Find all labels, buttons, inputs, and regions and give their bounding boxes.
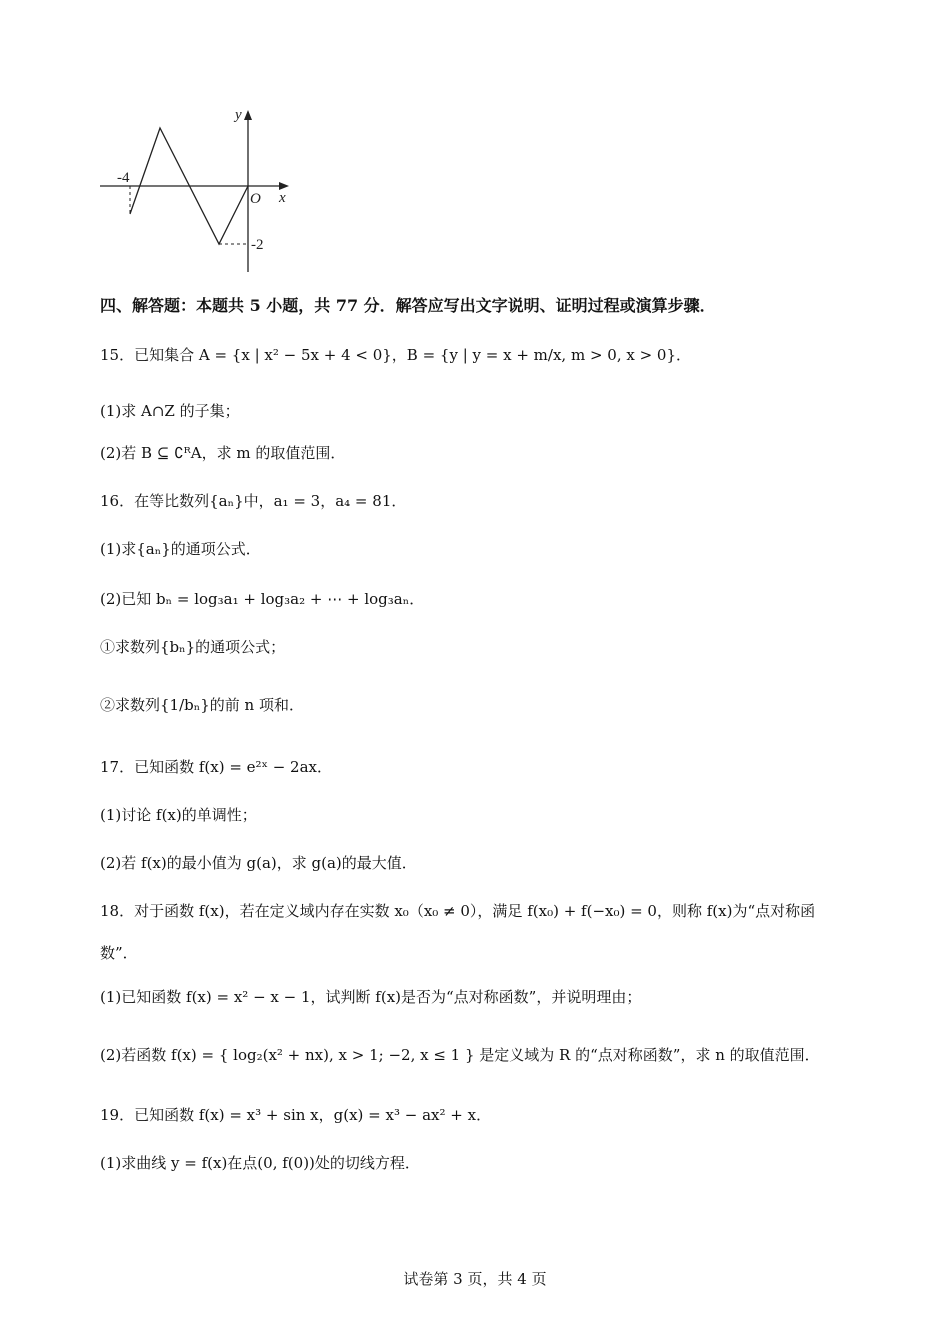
question-16-sub-1: ①求数列{bₙ}的通项公式； [100,638,286,656]
question-16-part-1: (1)求{aₙ}的通项公式． [100,540,261,558]
x-axis-label: x [279,190,286,206]
question-18-part-1: (1)已知函数 f(x) = x² − x − 1，试判断 f(x)是否为“点对称函数”，并说明理由； [100,988,642,1006]
question-15-part-2: (2)若 B ⊆ ∁ᴿA，求 m 的取值范围． [100,444,346,462]
question-16: 16．在等比数列{aₙ}中，a₁ = 3，a₄ = 81． [100,492,407,510]
question-19-part-1: (1)求曲线 y = f(x)在点(0, f(0))处的切线方程． [100,1154,420,1172]
y-axis-label: y [235,107,242,123]
origin-label: O [250,191,261,207]
question-15-part-1: (1)求 A∩Z 的子集； [100,402,240,420]
x-tick-label: -4 [117,170,130,186]
question-19: 19．已知函数 f(x) = x³ + sin x，g(x) = x³ − ax² + x． [100,1106,492,1124]
question-17-part-2: (2)若 f(x)的最小值为 g(a)，求 g(a)的最大值． [100,854,417,872]
question-17: 17．已知函数 f(x) = e²ˣ − 2ax． [100,758,332,776]
page-footer: 试卷第 3 页，共 4 页 [403,1270,547,1288]
question-18-part-2: (2)若函数 f(x) = { log₂(x² + nx), x > 1; −2, x ≤ 1 } 是定义域为 R 的“点对称函数”，求 n 的取值范围． [100,1046,820,1064]
function-graph [95,102,295,277]
question-15: 15．已知集合 A = {x | x² − 5x + 4 < 0}，B = {y | y = x + m/x, m > 0, x > 0}． [100,346,692,364]
question-18: 18．对于函数 f(x)，若在定义域内存在实数 x₀（x₀ ≠ 0），满足 f(x₀) + f(−x₀) = 0，则称 f(x)为“点对称函 [100,902,816,920]
question-17-part-1: (1)讨论 f(x)的单调性； [100,806,257,824]
question-16-part-2: (2)已知 bₙ = log₃a₁ + log₃a₂ + ⋯ + log₃aₙ． [100,590,425,608]
question-16-sub-2: ②求数列{1/bₙ}的前 n 项和． [100,696,304,714]
y-tick-label: -2 [251,237,264,253]
question-18-cont: 数”． [100,944,138,962]
section-heading: 四、解答题：本题共 5 小题，共 77 分．解答应写出文字说明、证明过程或演算步骤． [100,296,716,315]
